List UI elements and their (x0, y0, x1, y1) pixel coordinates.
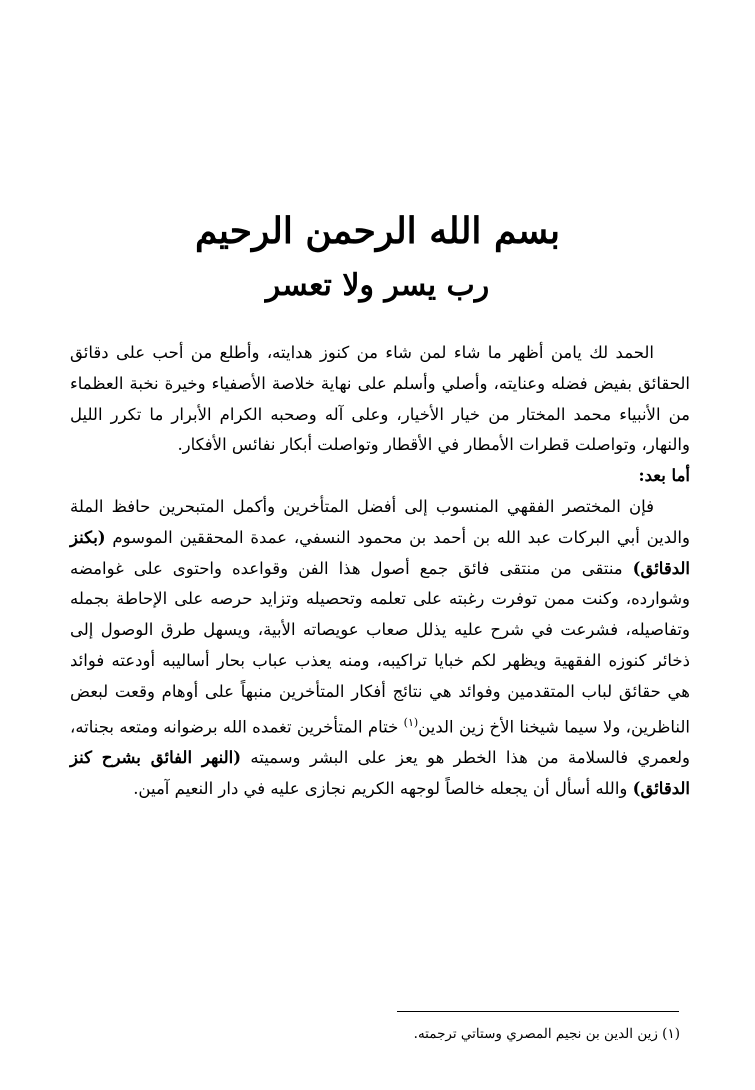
paragraph-text: ختام المتأخرين تغمده الله برضوانه ومتعه بجناته، ولعمري فالسلامة من هذا الخطر هو يعز على البشر وسميته (70, 717, 690, 767)
paragraph-text: منتقى من منتقى فائق جمع أصول هذا الفن وقواعده واحتوى على غوامضه وشوارده، وكنت ممن توفرت رغبته على تعلمه وتحصيله وتزايد حرصه على الإحاطة بجمله وتفاصيله، فشرعت في شرح عليه يذلل صعاب عويصاته الأبية، ويسهل طرق الوصول إلى ذخائر كنوزه الفقهية ويظهر لكم خبايا تراكيبه، ومنه يعذب عباب بحار أساليبه أودعته فوائد هي حقائق لباب المتقدمين وفوائد هي نتائج أفكار المتأخرين منبهاً على أوهام وقعت لبعض الناظرين، ولا سيما شيخنا الأخ زين الدين (70, 558, 690, 737)
footnote-divider (397, 1011, 679, 1012)
section-heading: أما بعد: (638, 466, 690, 486)
basmala-heading: بسم الله الرحمن الرحيم (194, 210, 561, 252)
opening-paragraph: الحمد لك يامن أظهر ما شاء لمن شاء من كنوز هدايته، وأطلع من أحب على دقائق الحقائق بفيض فضله وعنايته، وأصلي وأسلم على نهاية خلاصة الأصفياء وخيرة نخبة العظماء من الأنبياء محمد المختار من خيار الأخيار، وعلى آله وصحبه الكرام الأبرار ما تكرر الليل والنهار، وتواصلت قطرات الأمطار في الأقطار وتواصلت أبكار نفائس الأفكار. (70, 343, 690, 455)
paragraph-text: فإن المختصر الفقهي المنسوب إلى أفضل المتأخرين وأكمل المتبحرين حافظ الملة والدين أبي البركات عبد الله بن أحمد بن محمود النسفي، عمدة المحققين الموسوم (70, 496, 690, 547)
book-title-kanz: (بكنز الدقائق) (70, 527, 690, 578)
footnote: (١) زين الدين بن نجيم المصري وستاتي ترجمته. (413, 1026, 680, 1042)
main-text (70, 338, 690, 804)
prayer-subtitle: رب يسر ولا تعسر (265, 268, 490, 303)
main-paragraph (70, 492, 690, 804)
book-title-nahr: (النهر الفائق بشرح كنز الدقائق) (70, 747, 690, 798)
paragraph-text: والله أسأل أن يجعله خالصاً لوجهه الكريم نجازى عليه في دار النعيم آمين. (133, 778, 633, 798)
footnote-reference: (١) (403, 715, 419, 729)
